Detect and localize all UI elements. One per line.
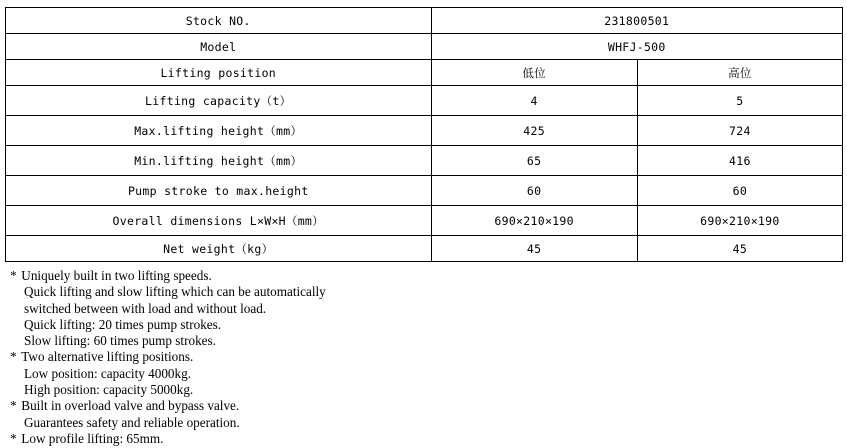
row-label: Lifting position — [6, 60, 432, 86]
list-item — [10, 415, 847, 431]
list-item — [10, 333, 847, 349]
list-item — [10, 268, 847, 284]
row-label: Overall dimensions L×W×H（mm） — [6, 206, 432, 236]
note-text: Low position: capacity 4000kg. — [24, 365, 192, 381]
feature-notes-list — [0, 268, 847, 447]
list-item — [10, 284, 847, 300]
note-text: Low profile lifting: 65mm. — [21, 430, 164, 446]
row-value-high: 5 — [637, 86, 842, 116]
list-item — [10, 398, 847, 414]
note-text: Built in overload valve and bypass valve. — [21, 398, 240, 414]
row-value-low: 低位 — [431, 60, 637, 86]
row-value-low: 4 — [431, 86, 637, 116]
table-row — [6, 176, 843, 206]
specification-table-body — [6, 8, 843, 262]
row-value-low: 60 — [431, 176, 637, 206]
list-item — [10, 382, 847, 398]
product-spec-page — [0, 7, 847, 448]
row-value-low: 425 — [431, 116, 637, 146]
row-label: Min.lifting height（mm） — [6, 146, 432, 176]
list-item — [10, 317, 847, 333]
row-value-merged: WHFJ-500 — [431, 34, 843, 60]
row-value-high: 690×210×190 — [637, 206, 842, 236]
note-text: Uniquely built in two lifting speeds. — [21, 268, 212, 283]
row-value-high: 416 — [637, 146, 842, 176]
row-value-high: 高位 — [637, 60, 842, 86]
row-value-merged: 231800501 — [431, 8, 843, 34]
row-value-low: 65 — [431, 146, 637, 176]
row-value-high: 724 — [637, 116, 842, 146]
list-item — [10, 349, 847, 365]
row-label: Lifting capacity（t） — [6, 86, 432, 116]
note-text: Quick lifting: 20 times pump strokes. — [24, 316, 222, 332]
note-text: switched between with load and without load. — [24, 300, 267, 316]
row-value-low: 690×210×190 — [431, 206, 637, 236]
row-value-low: 45 — [431, 236, 637, 262]
bullet-star: * — [10, 430, 17, 446]
bullet-star: * — [10, 398, 17, 414]
list-item — [10, 431, 847, 447]
list-item — [10, 366, 847, 382]
note-text: Slow lifting: 60 times pump strokes. — [24, 333, 216, 349]
row-label: Max.lifting height（mm） — [6, 116, 432, 146]
specification-table — [5, 7, 843, 262]
table-row — [6, 34, 843, 60]
row-label: Pump stroke to max.height — [6, 176, 432, 206]
row-label: Model — [6, 34, 432, 60]
table-row — [6, 116, 843, 146]
bullet-star: * — [10, 268, 17, 283]
table-row — [6, 8, 843, 34]
row-label: Stock NO. — [6, 8, 432, 34]
list-item — [10, 301, 847, 317]
row-value-high: 60 — [637, 176, 842, 206]
table-row — [6, 146, 843, 176]
bullet-star: * — [10, 349, 17, 365]
note-text: High position: capacity 5000kg. — [24, 382, 194, 398]
note-text: Guarantees safety and reliable operation. — [24, 414, 240, 430]
table-row — [6, 206, 843, 236]
row-label: Net weight（kg） — [6, 236, 432, 262]
table-row — [6, 236, 843, 262]
table-row — [6, 60, 843, 86]
row-value-high: 45 — [637, 236, 842, 262]
note-text: Quick lifting and slow lifting which can be automatically — [24, 284, 326, 300]
table-row — [6, 86, 843, 116]
note-text: Two alternative lifting positions. — [21, 349, 194, 365]
